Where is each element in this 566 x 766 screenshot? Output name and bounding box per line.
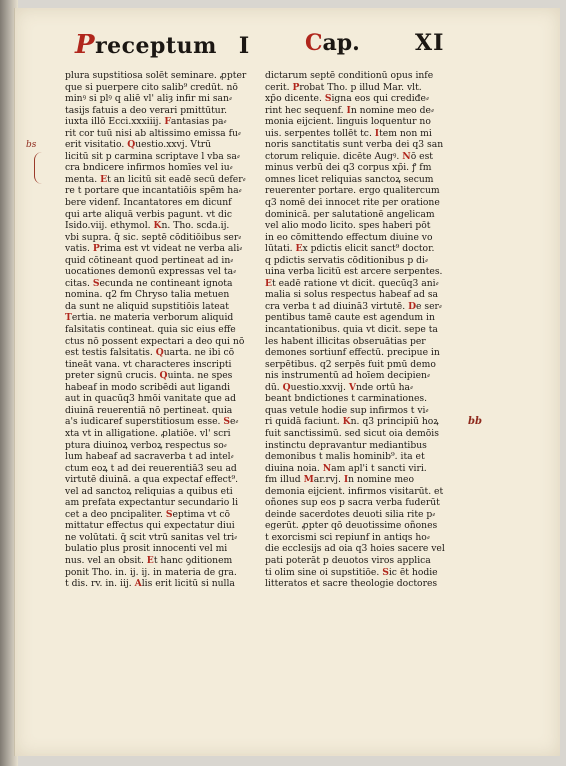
text-line	[65, 128, 261, 140]
line-text: bere videnf. Incantatores em dicunf	[65, 197, 232, 209]
line-text: habeaf in modo scribēdi aut ligandi	[65, 381, 231, 393]
text-line	[65, 105, 261, 117]
text-line	[65, 255, 261, 267]
line-text: licitū sit p carmina scriptave l vba sa⸗	[65, 150, 240, 162]
line-text: citas.	[65, 277, 93, 289]
line-text: ri quidā faciunt.	[265, 416, 343, 428]
line-text: cra bndicere infirmos homīes vel iu⸗	[65, 162, 233, 174]
text-line	[65, 336, 261, 348]
line-text: ō est	[410, 150, 433, 162]
line-text: ertia. ne materia verborum aliquid	[71, 312, 234, 324]
text-line	[265, 162, 461, 174]
rubric-initial: S	[165, 508, 173, 520]
line-text: ar.rvj.	[313, 474, 344, 486]
line-text: diuina noia.	[265, 462, 323, 474]
text-line	[65, 278, 261, 290]
text-line	[265, 128, 461, 140]
line-text: rint hec sequenf.	[265, 104, 347, 116]
text-line	[265, 105, 461, 117]
text-line	[265, 520, 461, 532]
line-text: vbi supra. q̄ sic. septē cōditiōibus ser⸗	[65, 231, 242, 243]
line-text: cet a deo pncipaliter.	[65, 508, 166, 520]
rubric-initial: Q	[282, 381, 291, 393]
line-text: t eadē ratione vt dicit. quecūq3 ani⸗	[272, 277, 439, 289]
line-text: pentibus tamē caute est agendum in	[265, 312, 435, 324]
text-line	[265, 440, 461, 452]
line-text: menta.	[65, 173, 101, 185]
line-text: tem non mi	[379, 127, 432, 139]
line-text: ctus nō possent expectari a deo qui nō	[65, 335, 245, 347]
text-line	[265, 220, 461, 232]
line-text: uarta. ne ibi cō	[163, 347, 235, 359]
line-text: preter signū crucis.	[65, 370, 160, 382]
line-text: diuinā reuerentiā nō pertineat. quia	[65, 404, 233, 416]
line-text: uinta. ne spes	[167, 370, 233, 382]
line-text: cra verba t ad diuinā3 virtutē.	[265, 300, 409, 312]
margin-note-left: bs	[26, 140, 37, 150]
text-line	[65, 174, 261, 186]
line-text: ecunda ne contineant ignota	[99, 277, 233, 289]
line-text: am prefata expectantur secundario li	[65, 497, 239, 509]
line-text: beant bndictiones t carminationes.	[265, 393, 428, 405]
line-text: x pdictis elicit sanct⁹ doctor.	[302, 243, 435, 255]
text-line	[65, 185, 261, 197]
line-text: ptura diuinoꝝ verboꝝ respectus so⸗	[65, 439, 227, 451]
line-text: qui arte aliquā verbis pagunt. vt dic	[65, 208, 232, 220]
line-text: dictarum septē conditionū opus infe	[265, 70, 434, 81]
line-text: deinde sacerdotes deuoti silia rite p⸗	[265, 508, 436, 520]
text-line	[65, 405, 261, 417]
line-text: t an licitū sit eadē secū defer⸗	[107, 173, 246, 185]
line-text: e ser⸗	[416, 300, 442, 312]
line-text: uocationes demonū expressas vel ta⸗	[65, 266, 237, 278]
line-text: t exorcismi sci repiunf in antiqs ho⸗	[265, 531, 430, 543]
line-text: q pdictis servatis cōditionibus p di⸗	[265, 254, 429, 266]
text-line	[65, 359, 261, 371]
line-text: uis. serpentes tollēt tc.	[265, 127, 375, 139]
line-text: minꝰ si plꝰ q aliē vl' aliȝ infir mi san⸗	[65, 93, 233, 105]
text-line	[65, 116, 261, 128]
line-text: igna eos qui crediđe⸗	[331, 93, 430, 105]
header-cap-initial: C	[305, 30, 323, 56]
line-text: Isido.viij. ethymol.	[65, 220, 154, 232]
rubric-initial: Q	[127, 139, 136, 151]
text-line	[265, 393, 461, 405]
rubric-initial: T	[65, 312, 72, 324]
rubric-initial: P	[92, 243, 100, 255]
text-line	[65, 266, 261, 278]
text-line	[65, 209, 261, 221]
line-text: ctorum reliquie. dicēte Augꝰ.	[265, 150, 403, 162]
text-line	[65, 416, 261, 428]
text-line	[65, 243, 261, 255]
line-text: nis instrumentū ad hoīem decipien⸗	[265, 370, 431, 382]
line-text: lum habeaf ad sacraverba t ad intel⸗	[65, 451, 234, 463]
text-line	[265, 382, 461, 394]
text-line	[265, 463, 461, 475]
margin-bracket-mark	[34, 152, 45, 184]
line-text: fm illud	[265, 474, 304, 486]
line-text: e⸗	[230, 416, 239, 428]
line-text: les habent illicitas obseruātias per	[265, 335, 426, 347]
line-text: xp̄o dicente.	[265, 93, 325, 105]
line-text: uestio.xxvij.	[290, 381, 349, 393]
text-line	[265, 474, 461, 486]
rubric-initial: F	[164, 116, 171, 128]
rubric-initial: E	[295, 243, 303, 255]
text-line	[65, 232, 261, 244]
text-line	[265, 116, 461, 128]
text-line	[265, 82, 461, 94]
rubric-initial: K	[342, 416, 351, 428]
line-text: mittatur effectus qui expectatur diui	[65, 520, 235, 532]
text-line	[265, 567, 461, 579]
line-text: demones sortiunf effectū. precipue in	[265, 347, 440, 359]
line-text: tasijs fatuis a deo verari pmittūtur.	[65, 104, 228, 116]
line-text: rima est vt videat ne verba ali⸗	[99, 243, 243, 255]
text-line	[65, 567, 261, 579]
header-preceptum	[75, 30, 250, 60]
line-text: t dis. rv. in. iij.	[65, 578, 135, 590]
text-line	[265, 428, 461, 440]
line-text: que si puerpere cito salib⁹ credūt. nō	[65, 81, 238, 93]
line-text: reuerenter portare. ergo qualitercum	[265, 185, 440, 197]
rubric-initial: V	[348, 381, 356, 393]
rubric-initial: N	[402, 150, 411, 162]
line-text: xta vt in alligatione. ꝓlatiōe. vl' scri	[65, 427, 231, 439]
line-text: tineāt vana. vt characteres inscripti	[65, 358, 232, 370]
line-text: nde ortū ha⸗	[355, 381, 414, 393]
line-text: nomina. q2 fm Chryso talia metuen	[65, 289, 230, 301]
line-text: incantationibus. quia vt dicit. sepe ta	[265, 324, 438, 336]
text-line	[65, 509, 261, 521]
line-text: robat Tho. p illud Mar. vlt.	[299, 81, 422, 93]
line-text: ctum eoꝝ t ad dei reuerentiā3 seu ad	[65, 462, 237, 474]
text-line	[65, 486, 261, 498]
text-line	[265, 301, 461, 313]
line-text: vel ad sanctoꝝ reliquias a quibus eti	[65, 485, 233, 497]
line-text: da sunt ne aliquid supstitiōis lateat	[65, 300, 229, 312]
text-line	[65, 151, 261, 163]
text-line	[65, 578, 261, 590]
header-red-initial: P	[75, 30, 96, 60]
line-text: monia eijcient. linguis loquentur no	[265, 116, 431, 128]
text-line	[65, 474, 261, 486]
line-text: lis erit licitū si nulla	[141, 578, 235, 590]
text-line	[65, 324, 261, 336]
header-cap	[305, 30, 360, 56]
line-text: malia si solus respectus habeaf ad sa	[265, 289, 439, 301]
line-text: am apl'i t sancti viri.	[331, 462, 427, 474]
rubric-initial: E	[265, 277, 273, 289]
rubric-initial: S	[382, 566, 389, 578]
line-text: pati poterāt p deuotos viros applica	[265, 554, 431, 566]
rubric-initial: P	[292, 81, 300, 93]
line-text: lūtati.	[265, 243, 296, 255]
line-text: rit cor tuū nisi ab altissimo emissa fu⸗	[65, 127, 241, 139]
line-text: vel alio modo licito. spes haberi pōt	[265, 220, 431, 232]
rubric-initial: S	[324, 93, 332, 105]
rubric-initial: A	[134, 578, 142, 590]
header-cap-text: ap.	[322, 30, 360, 56]
line-text: a's iudicaref superstitiosum esse.	[65, 416, 224, 428]
line-text: bulatio plus prosit innocenti vel mi	[65, 543, 228, 555]
line-text: re t portare que incantatiōis spēm ha⸗	[65, 185, 242, 197]
text-line	[65, 347, 261, 359]
line-text: uestio.xxvj. Vtrū	[135, 139, 212, 151]
line-text: vatis.	[65, 243, 93, 255]
running-header	[75, 30, 515, 64]
line-text: demonia eijcient. infirmos visitarūt. et	[265, 485, 444, 497]
line-text: fuit sanctissimū. sed sicut oia demōis	[265, 427, 439, 439]
text-line	[265, 336, 461, 348]
text-line	[265, 509, 461, 521]
rubric-initial: S	[92, 277, 100, 289]
text-line	[265, 139, 461, 151]
text-line	[265, 232, 461, 244]
text-line	[265, 278, 461, 290]
line-text: eptima vt cō	[172, 508, 231, 520]
text-line	[65, 70, 261, 82]
text-line	[65, 382, 261, 394]
text-line	[65, 497, 261, 509]
line-text: uina verba licitū est arcere serpentes.	[265, 266, 443, 278]
rubric-initial: I	[343, 474, 349, 486]
text-line	[65, 289, 261, 301]
rubric-initial: D	[408, 300, 417, 312]
line-text: est testis falsitatis.	[65, 347, 156, 359]
line-text: q3 nomē dei innocet rite per oratione	[265, 197, 440, 209]
text-line	[265, 416, 461, 428]
rubric-initial: E	[100, 173, 108, 185]
line-text: demonibus t malis hominib⁹. ita et	[265, 451, 425, 463]
margin-note-right: bb	[468, 416, 482, 427]
text-line	[65, 393, 261, 405]
text-line	[265, 555, 461, 567]
line-text: n. Tho. scda.ij.	[161, 220, 230, 232]
line-text: aut in quacūq3 hmōi vanitate que ad	[65, 393, 237, 405]
line-text: n nomine meo de⸗	[350, 104, 435, 116]
text-line	[265, 497, 461, 509]
rubric-initial: S	[223, 416, 230, 428]
left-text-column	[65, 70, 261, 590]
text-line	[265, 543, 461, 555]
text-line	[265, 243, 461, 255]
text-line	[65, 301, 261, 313]
text-line	[265, 486, 461, 498]
text-line	[265, 70, 461, 82]
text-line	[265, 197, 461, 209]
line-text: antasias pa⸗	[170, 116, 227, 128]
text-line	[265, 578, 461, 590]
rubric-initial: N	[322, 462, 332, 474]
rubric-initial: I	[346, 104, 351, 116]
text-line	[265, 405, 461, 417]
line-text: erit visitatio.	[65, 139, 128, 151]
line-text: minus verbū dei q3 corpus xp̄i. ꝭ fm	[265, 162, 432, 174]
text-line	[265, 174, 461, 186]
text-line	[265, 289, 461, 301]
text-line	[265, 312, 461, 324]
book-page	[14, 8, 560, 756]
line-text: ne volūtati. q̄ scit vtrū sanitas vel tri⸗	[65, 531, 238, 543]
text-line	[265, 347, 461, 359]
line-text: iuxta illō Ecci.xxxiiij.	[65, 116, 165, 128]
text-line	[265, 93, 461, 105]
line-text: virtutē diuinā. a qua expectaf effect⁹.	[65, 474, 239, 486]
line-text: quid cōtineant quod pertineat ad in⸗	[65, 254, 234, 266]
line-text: egerūt. ꝓpter qō deuotissime oñones	[265, 520, 438, 532]
line-text: plura supstitiosa solēt seminare. ꝓpter	[65, 70, 247, 81]
text-line	[65, 82, 261, 94]
line-text: quas vetule hodie sup infirmos t vi⸗	[265, 404, 429, 416]
text-line	[265, 359, 461, 371]
text-line	[65, 370, 261, 382]
rubric-initial: Q	[159, 370, 168, 382]
text-line	[65, 220, 261, 232]
text-line	[65, 139, 261, 151]
line-text: ponit Tho. in. ij. ij. in materia de gra.	[65, 566, 237, 578]
header-roman-numeral: I	[238, 33, 250, 59]
text-line	[265, 266, 461, 278]
line-text: cerit.	[265, 81, 293, 93]
line-text: dominicā. per salutationē angelicam	[265, 208, 435, 220]
line-text: noris sanctitatis sunt verba dei q3 san	[265, 139, 444, 151]
text-line	[65, 463, 261, 475]
rubric-initial: E	[146, 554, 154, 566]
text-line	[65, 197, 261, 209]
text-line	[65, 440, 261, 452]
header-chapter-number: XI	[415, 30, 445, 56]
rubric-initial: I	[374, 127, 380, 139]
text-line	[65, 532, 261, 544]
text-line	[65, 162, 261, 174]
text-line	[265, 209, 461, 221]
line-text: omnes licet reliquias sanctoꝝ secum	[265, 173, 434, 185]
line-text: dū.	[265, 381, 283, 393]
text-line	[65, 312, 261, 324]
text-line	[65, 555, 261, 567]
line-text: t hanc ꝯditionem	[153, 554, 233, 566]
rubric-initial: Q	[155, 347, 164, 359]
line-text: ic ēt hodie	[388, 566, 438, 578]
line-text: oñones sup eos p sacra verba fuderūt	[265, 497, 440, 509]
text-line	[65, 451, 261, 463]
line-text: n nomine meo	[348, 474, 415, 486]
rubric-initial: K	[153, 220, 162, 232]
line-text: nus. vel an obsit.	[65, 554, 147, 566]
text-line	[65, 520, 261, 532]
text-line	[65, 543, 261, 555]
text-line	[65, 93, 261, 105]
text-line	[265, 151, 461, 163]
text-line	[265, 324, 461, 336]
line-text: in eo cōmittendo effectum diuine vo	[265, 231, 433, 243]
line-text: n. q3 principiū hoꝝ	[350, 416, 439, 428]
line-text: falsitatis contineat. quia sic eius effe	[65, 324, 236, 336]
line-text: die ecclesijs ad oia q3 hoies sacere vel	[265, 543, 445, 555]
text-line	[265, 370, 461, 382]
header-preceptum-text: receptum	[95, 33, 217, 59]
text-line	[265, 451, 461, 463]
text-line	[65, 428, 261, 440]
right-text-column	[265, 70, 461, 590]
text-line	[265, 185, 461, 197]
line-text: litteratos et sacre theologie doctores	[265, 578, 438, 590]
line-text: instinctu depravantur mediantibus	[265, 439, 427, 451]
text-line	[265, 255, 461, 267]
line-text: ti olim sine oi supstitiōe.	[265, 566, 383, 578]
line-text: serpētibus. q2 serpēs fuit pmū demo	[265, 358, 436, 370]
text-line	[265, 532, 461, 544]
rubric-initial: M	[303, 474, 314, 486]
